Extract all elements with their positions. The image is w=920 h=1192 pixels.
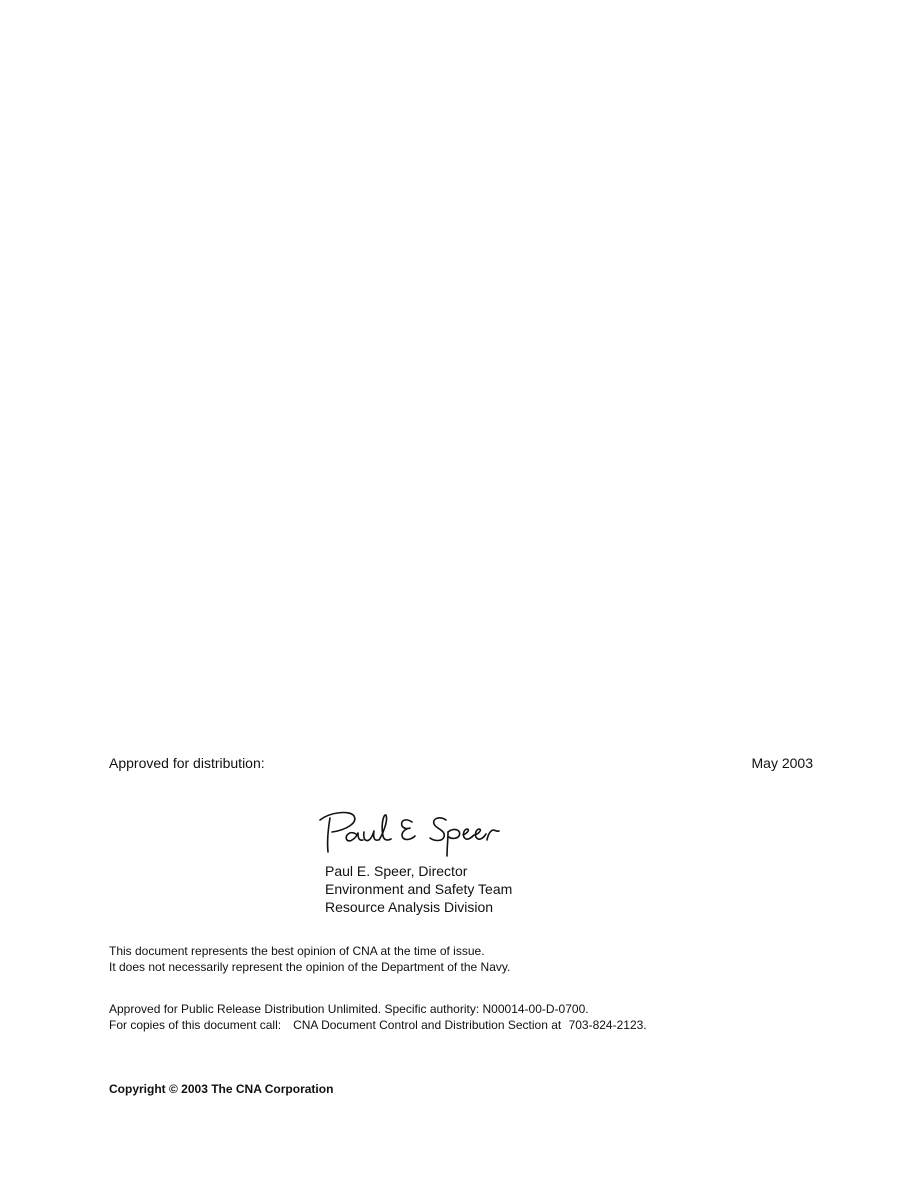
signature-image (316, 806, 516, 862)
signer-division: Resource Analysis Division (325, 899, 494, 915)
disclaimer-block (109, 944, 510, 975)
handwritten-signature (316, 806, 516, 862)
signer-name-title: Paul E. Speer, Director (325, 863, 468, 879)
approval-row (109, 754, 813, 772)
release-line-1: Approved for Public Release Distribution Unlimited. Specific authority: N00014-00-D-0700. (109, 1002, 589, 1016)
release-phone: 703-824-2123. (568, 1017, 647, 1032)
signer-team: Environment and Safety Team (325, 881, 513, 897)
signer-block (325, 862, 512, 916)
release-section: CNA Document Control and Distribution Section at (293, 1017, 562, 1032)
release-block (109, 1002, 647, 1033)
release-copies-label: For copies of this document call: (109, 1017, 282, 1032)
approval-label: Approved for distribution: (109, 755, 265, 771)
approval-date: May 2003 (751, 755, 813, 771)
copyright-notice: Copyright © 2003 The CNA Corporation (109, 1082, 334, 1096)
disclaimer-line-1: This document represents the best opinion of CNA at the time of issue. (109, 944, 485, 958)
release-line-2 (109, 1018, 647, 1034)
disclaimer-line-2: It does not necessarily represent the opinion of the Department of the Navy. (109, 959, 511, 974)
